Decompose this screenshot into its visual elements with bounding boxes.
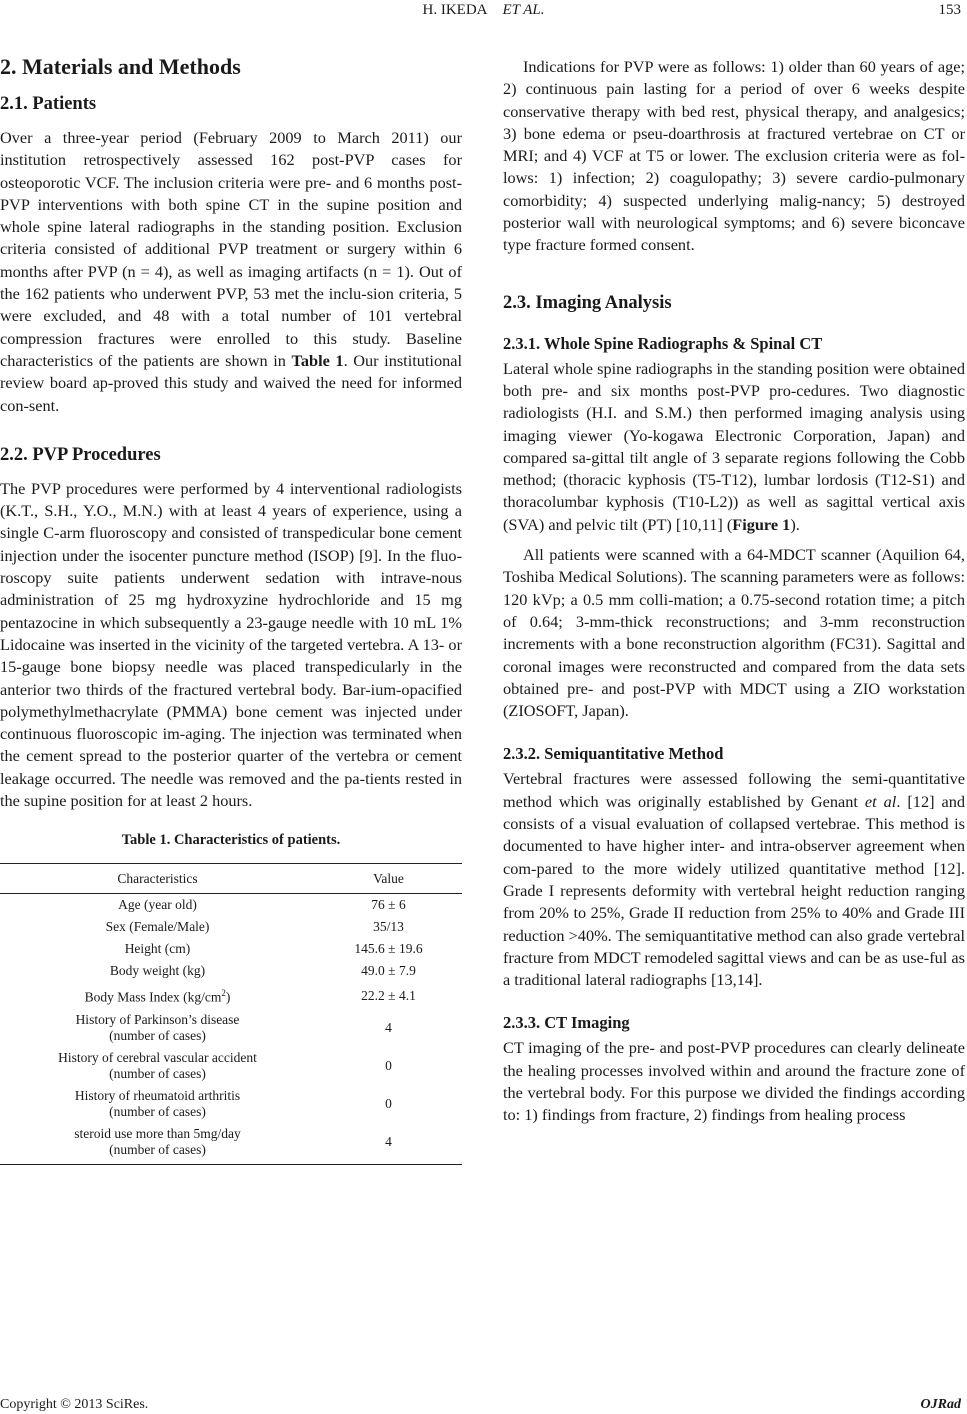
subsubsection-title-semiquantitative: 2.3.2. Semiquantitative Method: [503, 744, 724, 764]
table-cell-value: 35/13: [373, 919, 404, 935]
table-row: [0, 1123, 462, 1165]
table-cell-value: 0: [385, 1095, 392, 1111]
table-cell-value: 145.6 ± 19.6: [354, 941, 423, 957]
table-cell-value: 49.0 ± 7.9: [361, 963, 416, 979]
paragraph-pvp: The PVP procedures were performed by 4 interventional radiologists (K.T., S.H., Y.O., M.N.) with at least 4 years of experience, using a single C-arm fluoroscopy and consisted of transpedicular bone cement injection under the isocenter puncture method (ISOP) [9]. In the fluo-roscopy suite patients underwent sedation with intrave-nous administration of 25 mg hydroxyzine hydrochloride and 15 mg pentazocine in which subsequently a 23-gauge needle with 10 mL 1% Lidocaine was inserted in the vicinity of the targeted vertebra. A 13- or 15-gauge bone biopsy needle was placed transpedicularly in the anterior two thirds of the fractured vertebral body. Bar-ium-opacified polymethylmethacrylate (PMMA) bone cement was injected under continuous fluoroscopic im-aging. The injection was terminated when the cement spread to the posterior quarter of the vertebra or cement leakage occurred. The needle was removed and the pa-tients rested in the supine position for at least 2 hours.: [0, 478, 462, 811]
table-row: [0, 916, 462, 938]
table-header-value: Value: [315, 864, 462, 894]
table-row: [0, 938, 462, 960]
table-cell-value: 0: [385, 1057, 392, 1073]
table-cell-value: 22.2 ± 4.1: [361, 987, 416, 1003]
right-column: [503, 48, 965, 1127]
table-cell-characteristic: History of cerebral vascular accident (number of cases): [58, 1049, 257, 1081]
running-header: [0, 2, 967, 22]
subsection-title-patients: 2.1. Patients: [0, 94, 97, 114]
table-cell-characteristic: steroid use more than 5mg/day (number of cases): [0, 1123, 315, 1165]
running-title: H. IKEDA ET AL.: [422, 2, 545, 18]
table-header-characteristics: Characteristics: [0, 864, 315, 894]
journal-name: OJRad: [920, 1397, 961, 1412]
copyright: Copyright © 2013 SciRes.: [0, 1397, 149, 1412]
left-column: [0, 48, 462, 1165]
table-cell-characteristic: Height (cm): [124, 941, 191, 957]
paragraph-patients: Over a three-year period (February 2009 to March 2011) our institution retrospectively assessed 162 post-PVP cases for osteoporotic VCF. The inclusion criteria were pre- and 6 months post-PVP interventions with both spine CT in the supine position and whole spine lateral radiographs in the standing position. Exclusion criteria consisted of additional PVP treatment or surgery within 6 months after PVP (n = 4), as well as imaging artifacts (n = 1). Out of the 162 patients who underwent PVP, 53 met the inclu-sion criteria, 5 were excluded, and 48 with a total number of 101 vertebral compression fractures were enrolled to this study. Baseline characteristics of the patients are shown in Table 1. Our institutional review board ap-proved this study and waived the need for informed con-sent.: [0, 128, 462, 415]
paragraph-semiquantitative: Vertebral fractures were assessed following the semi-quantitative method which was originally established by Genant et al. [12] and consists of a visual evaluation of collapsed vertebrae. This method is documented to have higher inter- and intra-observer agreement when com-pared to the more widely utilized quantitative method [12]. Grade I represents deformity with vertebral height reduction ranging from 20% to 25%, Grade II reduction from 25% to 40% and Grade III reduction >40%. The semiquantitative method can also grade vertebral fracture from MDCT remodeled sagittal views and can be as use-ful as a traditional lateral radiographs [13,14].: [503, 769, 966, 990]
paragraph-radiographs: Lateral whole spine radiographs in the standing position were obtained both pre- and six months post-PVP pro-cedures. Two diagnostic radiologists (H.I. and S.M.) then performed imaging analysis using imaging viewer (Yo-kogawa Electronic Corporation, Japan) and compared sa-gittal tilt angle of 3 separate regions following the Cobb method; (thoracic kyphosis (T5-T12), lumbar lordosis (T12-S1) and thoracolumbar kyphosis (T10-L2)) as well as sagittal vertical axis (SVA) and pelvic tilt (PT) [10,11] (Figure 1).: [503, 358, 965, 534]
subsection-title-pvp: 2.2. PVP Procedures: [0, 444, 161, 465]
table-cell-value: 76 ± 6: [371, 897, 406, 913]
table-row: [0, 1047, 462, 1085]
table-row: [0, 1009, 462, 1047]
table-row: [0, 894, 462, 917]
table-row: [0, 960, 462, 982]
figure-1-link[interactable]: Figure 1: [732, 514, 791, 534]
table-cell-characteristic: Body weight (kg): [109, 963, 206, 979]
table-cell-value: 4: [385, 1019, 392, 1035]
subsubsection-title-ct: 2.3.3. CT Imaging: [503, 1013, 630, 1033]
table-cell-characteristic: Age (year old): [118, 897, 197, 913]
table-1-link[interactable]: Table 1: [291, 350, 344, 370]
section-title: 2. Materials and Methods: [0, 54, 241, 79]
table-cell-characteristic: History of rheumatoid arthritis (number of cases): [74, 1087, 241, 1119]
paragraph-mdct: All patients were scanned with a 64-MDCT scanner (Aquilion 64, Toshiba Medical Solutions). The scanning parameters were as follows: 120 kVp; a 0.5 mm colli-mation; a 0.75-second rotation time; a pitch of 0.64; 3-mm-thick reconstructions; and 3-mm reconstruction increments with a bone reconstruction algorithm (FC31). Sagittal and coronal images were reconstructed and compared from the data sets obtained pre- and post-PVP with MDCT using a ZIO workstation (ZIOSOFT, Japan).: [503, 545, 965, 721]
subsection-title-imaging: 2.3. Imaging Analysis: [503, 292, 672, 313]
table-cell-value: 4: [315, 1123, 462, 1165]
characteristics-table: [0, 863, 462, 1165]
paragraph-indications: Indications for PVP were as follows: 1) older than 60 years of age; 2) continuous pain lasting for a period of over 6 weeks despite conservative therapy with bed rest, physical therapy, and analgesics; 3) bone edema or pseu-doarthrosis at fractured vertebrae on CT or MRI; and 4) VCF at T5 or lower. The exclusion criteria were as fol-lows: 1) infection; 2) coagulopathy; 3) severe cardio-pulmonary comorbidity; 4) suspected underlying malig-nancy; 5) destroyed posterior wall with neurological symptoms; and 6) severe biconcave type fracture formed consent.: [503, 57, 965, 255]
table-caption: Table 1. Characteristics of patients.: [121, 832, 341, 849]
table-cell-characteristic: History of Parkinson’s disease (number of cases): [75, 1011, 240, 1043]
subsubsection-title-radiographs: 2.3.1. Whole Spine Radiographs & Spinal CT: [503, 333, 823, 353]
table-cell-characteristic: Body Mass Index $(kg/cm^2)$: [84, 988, 231, 1005]
page-number: 153: [938, 2, 961, 18]
table-cell-characteristic: Sex (Female/Male): [105, 919, 210, 935]
table-row: [0, 982, 462, 1009]
table-row: [0, 1085, 462, 1123]
paragraph-ct: CT imaging of the pre- and post-PVP procedures can clearly delineate the healing processes involved within and around the fracture zone of the vertebral body. For this purpose we divided the findings according to: 1) findings from fracture, 2) findings from healing process: [503, 1038, 965, 1125]
